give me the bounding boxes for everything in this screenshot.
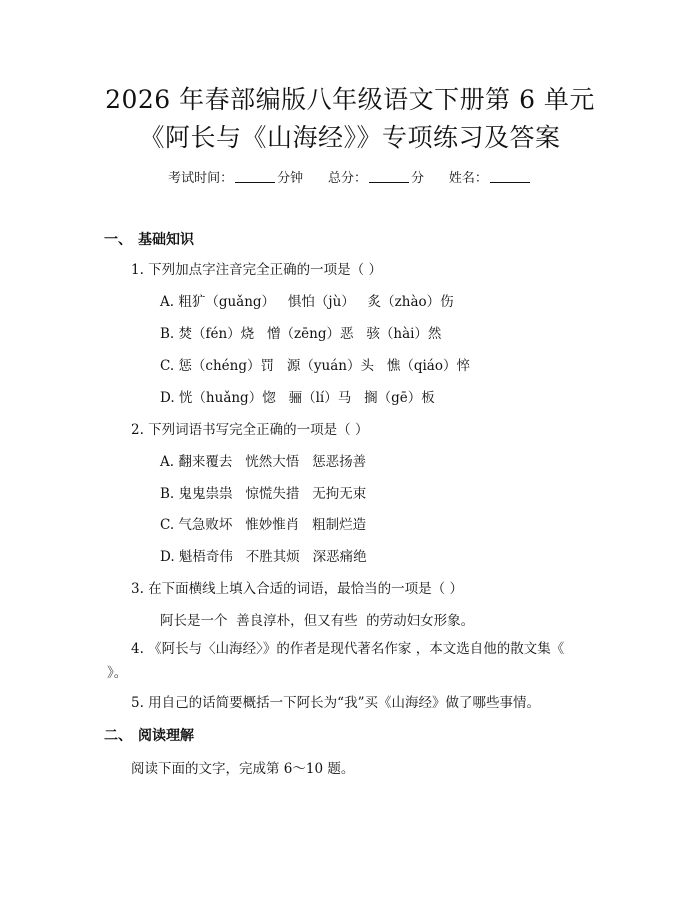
question-1-option-d: D. 恍（huǎng）惚 骊（lí）马 搁（gē）板 [160,390,435,406]
question-4-text: 4. 《阿长与〈山海经〉》的作者是现代著名作家 ，本文选自他的散文集《 》。 [107,641,565,681]
score-unit: 分 [411,171,425,186]
section-heading-reading [104,727,194,745]
question-1-stem: 1. 下列加点字注音完全正确的一项是（ ） [131,262,382,278]
time-blank[interactable] [235,170,275,183]
name-blank[interactable] [490,170,530,183]
section-label: 阅读理解 [138,728,194,744]
name-label: 姓名： [448,171,488,186]
question-3-stem: 3. 在下面横线上填入合适的词语，最恰当的一项是（ ） [131,581,463,597]
reading-intro: 阅读下面的文字，完成第 6～10 题。 [131,761,355,777]
section-heading-basic-knowledge [104,231,194,249]
time-unit: 分钟 [277,171,304,186]
section-number: 一、 [104,232,132,248]
score-label: 总分： [327,171,367,186]
question-2-option-d: D. 魁梧奇伟 不胜其烦 深恶痛绝 [160,549,367,565]
question-2-option-b: B. 鬼鬼祟祟 惊慌失措 无拘无束 [160,486,367,502]
question-2-stem: 2. 下列词语书写完全正确的一项是（ ） [131,422,369,438]
page-title-line-1: 2026 年春部编版八年级语文下册第 6 单元 [105,85,595,114]
question-1-option-b: B. 焚（fén）烧 憎（zēng）恶 骇（hài）然 [160,326,442,342]
score-blank[interactable] [369,170,409,183]
page-title-line-2: 《阿长与《山海经》》专项练习及答案 [139,123,561,152]
question-2-option-a: A. 翻来覆去 恍然大悟 惩恶扬善 [160,454,367,470]
exam-meta-line [0,170,700,188]
section-label: 基础知识 [138,232,194,248]
question-5-text: 5. 用自己的话简要概括一下阿长为“我”买《山海经》做了哪些事情。 [131,695,540,711]
question-2-option-c: C. 气急败坏 惟妙惟肖 粗制烂造 [160,517,367,533]
question-1-option-a: A. 粗犷（guǎng） 惧怕（jù） 炙（zhào）伤 [160,294,454,310]
question-3-sentence: 阿长是一个 善良淳朴，但又有些 的劳动妇女形象。 [160,613,475,629]
section-number: 二、 [104,728,132,744]
question-1-option-c: C. 惩（chéng）罚 源（yuán）头 憔（qiáo）悴 [160,358,470,374]
time-label: 考试时间： [168,171,234,186]
